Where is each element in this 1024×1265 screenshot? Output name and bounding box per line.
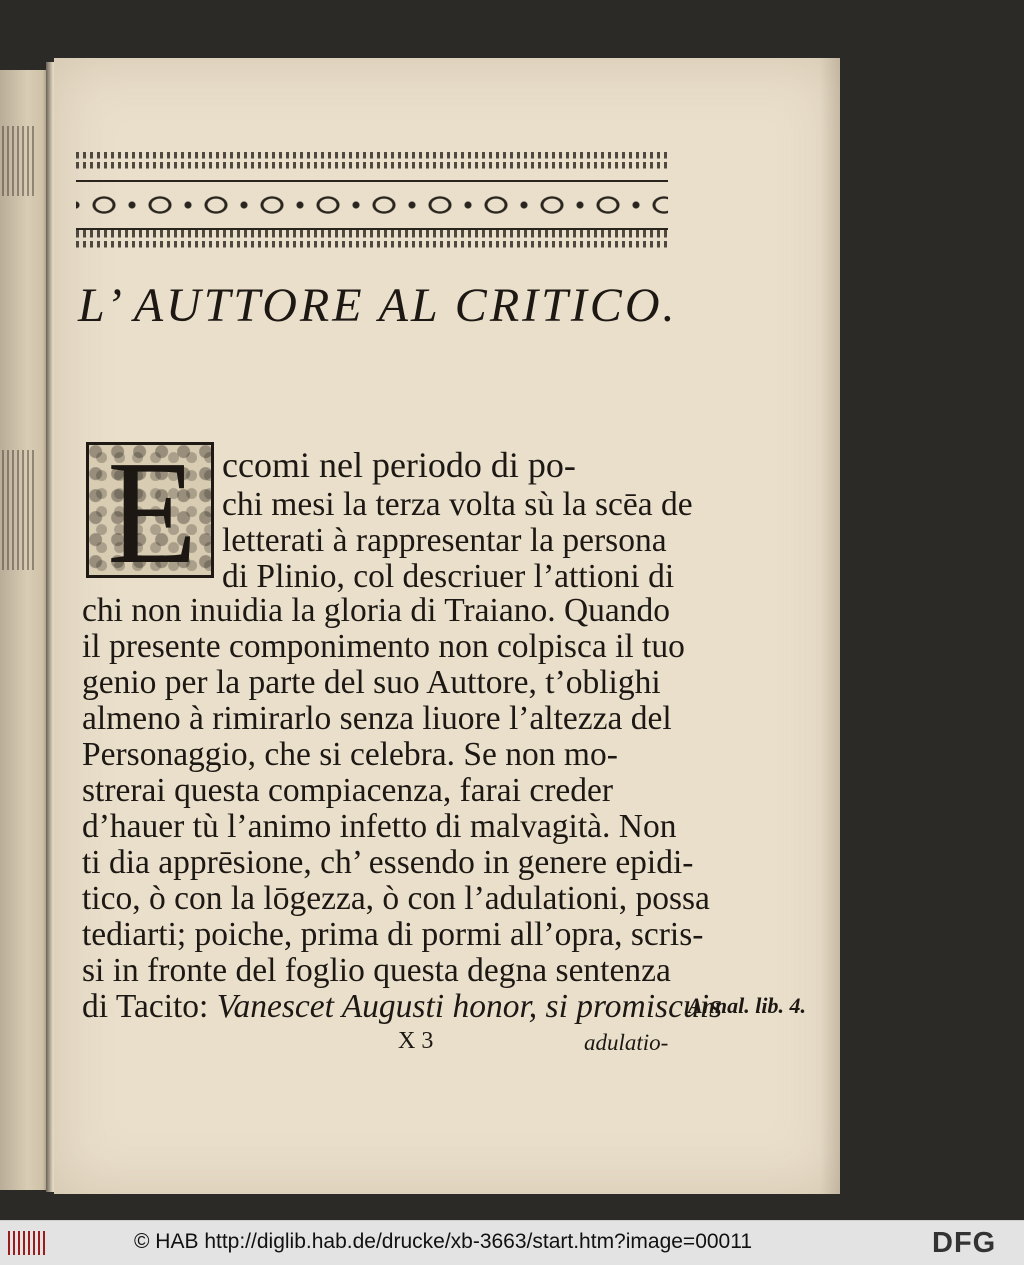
text-line: ccomi nel periodo di po- bbox=[222, 445, 576, 485]
text-line: Personaggio, che si celebra. Se non mo- bbox=[82, 736, 618, 773]
signature-mark: X 3 bbox=[398, 1028, 434, 1054]
text-line: letterati à rappresentar la persona bbox=[222, 522, 667, 559]
copyright-link[interactable]: © HAB http://diglib.hab.de/drucke/xb-3663/start.htm?image=00011 bbox=[134, 1230, 753, 1253]
text-line: genio per la parte del suo Auttore, t’oblighi bbox=[82, 664, 661, 701]
ornament-border-bottom bbox=[76, 230, 668, 252]
hab-logo-icon[interactable] bbox=[8, 1231, 48, 1255]
text-line: chi mesi la terza volta sù la scēa de bbox=[222, 486, 693, 523]
text-line: d’hauer tù l’animo infetto di malvagità. Non bbox=[82, 808, 677, 845]
last-line-prefix: di Tacito: bbox=[82, 988, 209, 1025]
previous-page-ornament bbox=[2, 126, 36, 196]
viewer-footer bbox=[0, 1220, 1024, 1265]
latin-quotation: Vanescet Augusti honor, si promiscuis bbox=[216, 988, 723, 1025]
text-line: di Plinio, col descriuer l’attioni di bbox=[222, 558, 675, 595]
catchword: adulatio- bbox=[584, 1030, 669, 1055]
text-line-last bbox=[82, 988, 722, 1026]
text-line: tediarti; poiche, prima di pormi all’opra, scris- bbox=[82, 916, 704, 953]
ornament-border-middle bbox=[76, 180, 668, 230]
marginal-note: Annal. lib. 4. bbox=[688, 993, 806, 1018]
text-line: almeno à rimirarlo senza liuore l’altezza del bbox=[82, 700, 672, 737]
dfg-logo[interactable]: DFG bbox=[932, 1227, 997, 1259]
decorated-initial-letter: E bbox=[107, 431, 198, 595]
previous-page-edge bbox=[0, 70, 50, 1190]
decorated-initial bbox=[86, 431, 214, 595]
text-line: il presente componimento non colpisca il tuo bbox=[82, 628, 685, 665]
page-title: L’ AUTTORE AL CRITICO. bbox=[78, 279, 678, 332]
text-line: strerai questa compiacenza, farai creder bbox=[82, 772, 614, 809]
ornament-sprigs bbox=[76, 190, 668, 220]
text-line: tico, ò con la lōgezza, ò con l’adulationi, possa bbox=[82, 880, 710, 917]
text-line: chi non inuidia la gloria di Traiano. Quando bbox=[82, 592, 671, 629]
book-page bbox=[54, 58, 840, 1194]
text-line: ti dia apprēsione, ch’ essendo in genere epidi- bbox=[82, 844, 694, 881]
text-line: si in fronte del foglio questa degna sentenza bbox=[82, 952, 671, 989]
ornament-border-top bbox=[76, 152, 668, 174]
previous-page-initial bbox=[2, 450, 36, 570]
